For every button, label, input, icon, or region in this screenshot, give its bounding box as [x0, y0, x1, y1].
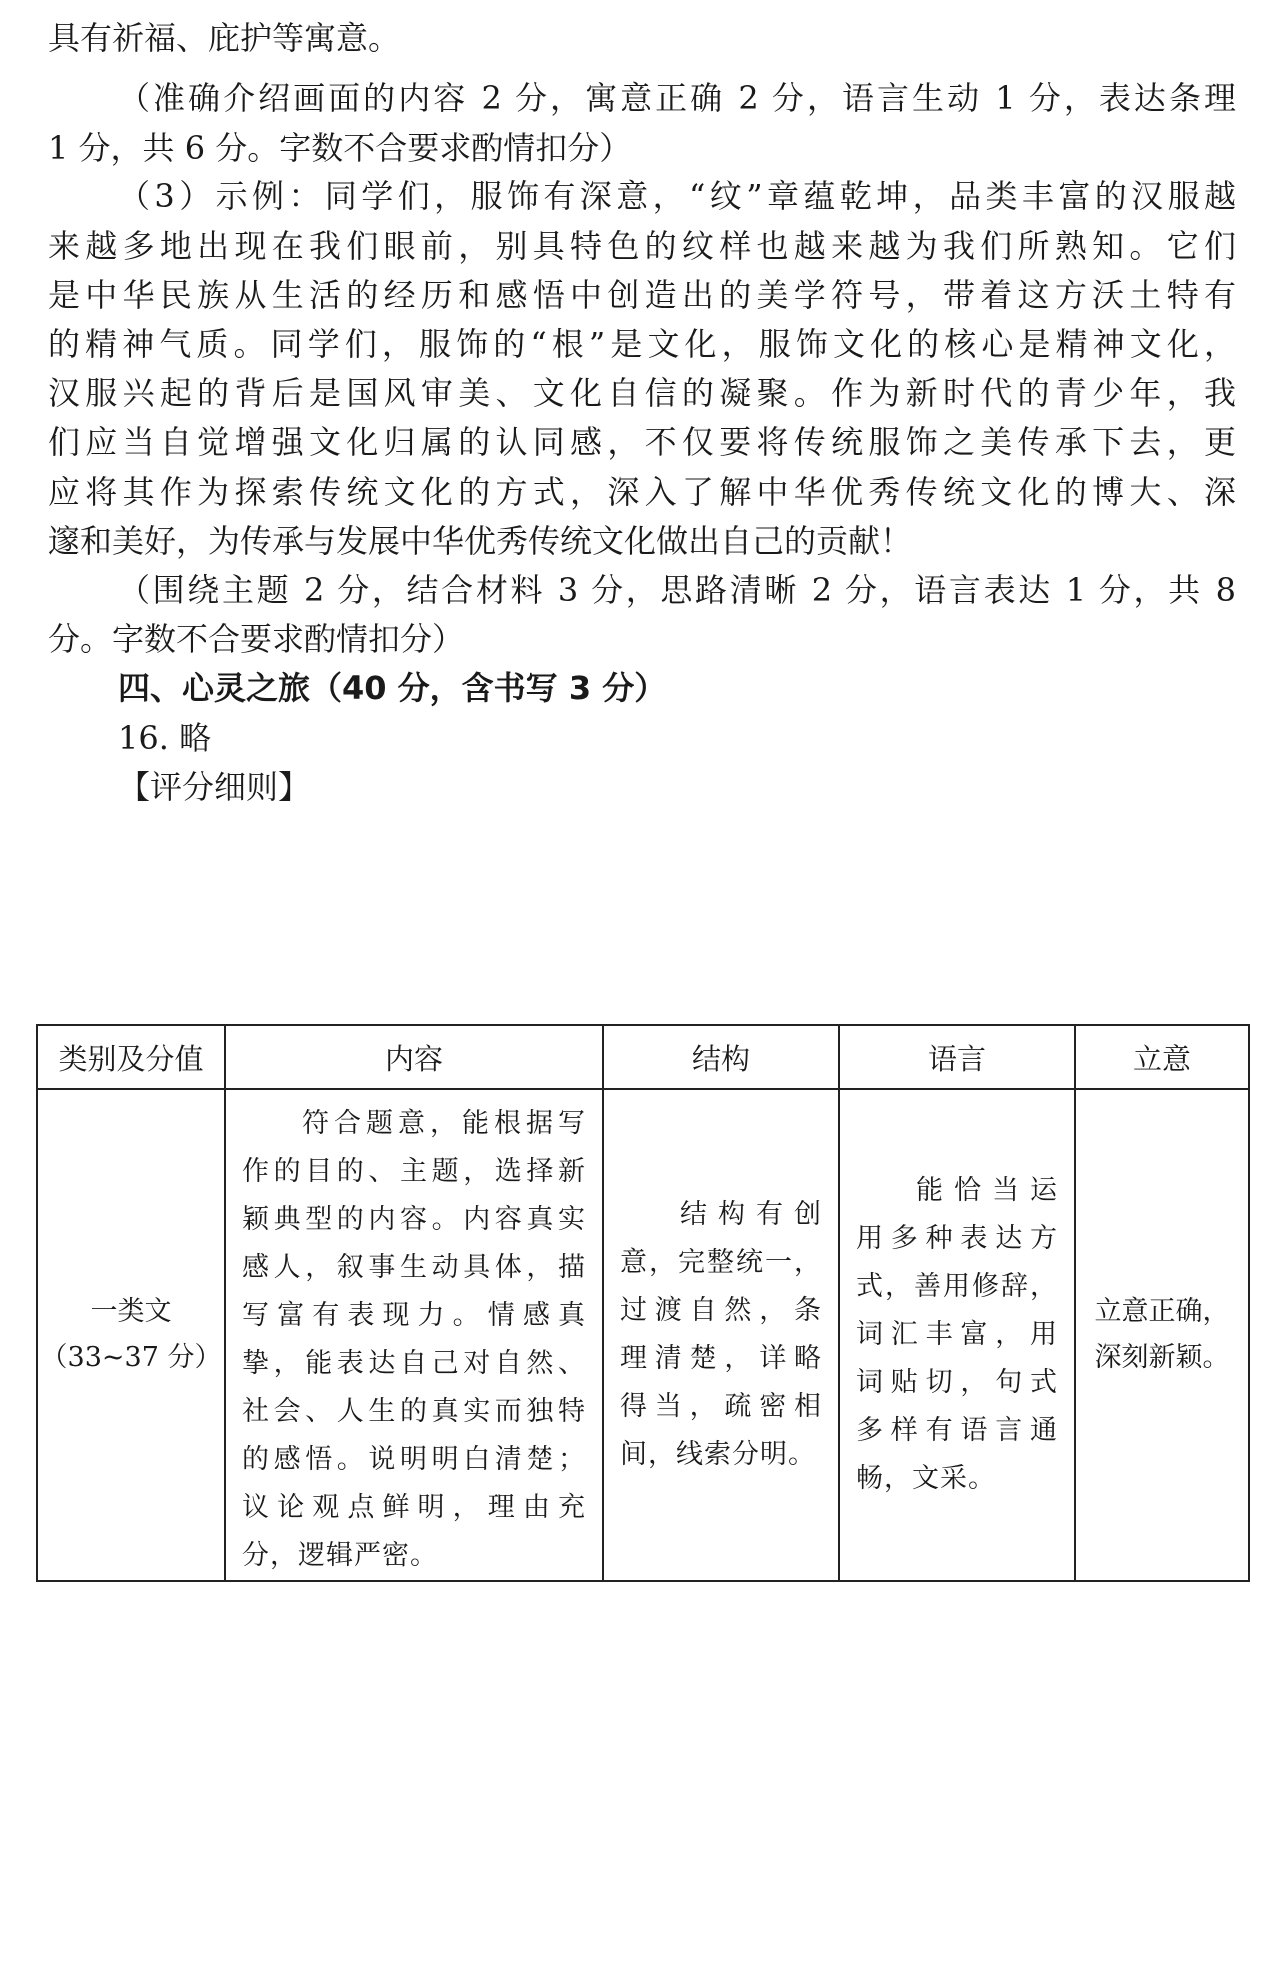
language-cell	[839, 1089, 1075, 1581]
table-row	[37, 1089, 1249, 1581]
cell-line: 意，完整统一，	[620, 1247, 822, 1278]
cell-line: 能恰当运	[916, 1175, 1058, 1206]
cell-line: 社会、人生的真实而独特	[242, 1396, 586, 1427]
header-structure: 结构	[603, 1025, 839, 1089]
category-label: 一类文	[90, 1296, 172, 1327]
cell-line: 深刻新颖。	[1094, 1342, 1230, 1373]
cell-line: 式，善用修辞，	[856, 1271, 1058, 1302]
question-number: 16. 略	[118, 719, 212, 757]
paragraph-line: 来越多地出现在我们眼前，别具特色的纹样也越来越为我们所熟知。它们	[48, 227, 1236, 265]
intent-cell	[1075, 1089, 1249, 1581]
header-category: 类别及分值	[37, 1025, 225, 1089]
cell-line: 的感悟。说明明白清楚；	[242, 1444, 586, 1475]
paragraph-line: 具有祈福、庇护等寓意。	[48, 19, 401, 57]
cell-line: 挚，能表达自己对自然、	[242, 1348, 586, 1379]
table-header-row	[37, 1025, 1249, 1089]
cell-line: 作的目的、主题，选择新	[242, 1156, 586, 1187]
category-cell	[37, 1089, 225, 1581]
cell-line: 感人，叙事生动具体，描	[242, 1252, 586, 1283]
paragraph-line: 汉服兴起的背后是国风审美、文化自信的凝聚。作为新时代的青少年，我	[48, 374, 1236, 412]
cell-line: 结构有创	[680, 1199, 822, 1230]
header-intent: 立意	[1075, 1025, 1249, 1089]
paragraph-line: 是中华民族从生活的经历和感悟中创造出的美学符号，带着这方沃土特有	[48, 276, 1236, 314]
cell-line: 符合题意，能根据写	[302, 1108, 586, 1139]
cell-line: 畅，文采。	[856, 1463, 996, 1494]
paragraph-line: 分。字数不合要求酌情扣分）	[48, 620, 465, 658]
scoring-rubric-table	[36, 1024, 1250, 1582]
header-language: 语言	[839, 1025, 1075, 1089]
paragraph-line: 邃和美好，为传承与发展中华优秀传统文化做出自己的贡献！	[48, 522, 913, 560]
structure-cell	[603, 1089, 839, 1581]
paragraph-line: （围绕主题 2 分，结合材料 3 分，思路清晰 2 分，语言表达 1 分，共 8	[118, 571, 1236, 609]
paragraph-line: （准确介绍画面的内容 2 分，寓意正确 2 分，语言生动 1 分，表达条理	[118, 79, 1236, 117]
cell-line: 过渡自然，条	[620, 1295, 822, 1326]
cell-line: 立意正确，	[1094, 1296, 1230, 1327]
paragraph-line: 们应当自觉增强文化归属的认同感，不仅要将传统服饰之美传承下去，更	[48, 423, 1236, 461]
header-content: 内容	[225, 1025, 603, 1089]
content-cell	[225, 1089, 603, 1581]
paragraph-line: 应将其作为探索传统文化的方式，深入了解中华优秀传统文化的博大、深	[48, 473, 1236, 511]
cell-line: 间，线索分明。	[620, 1439, 816, 1470]
cell-line: 词贴切，句式	[856, 1367, 1058, 1398]
cell-line: 理清楚，详略	[620, 1343, 822, 1374]
cell-line: 写富有表现力。情感真	[242, 1300, 586, 1331]
cell-line: 颖典型的内容。内容真实	[242, 1204, 586, 1235]
cell-line: 词汇丰富，用	[856, 1319, 1058, 1350]
paragraph-line: 1 分，共 6 分。字数不合要求酌情扣分）	[48, 129, 632, 167]
cell-line: 多样有语言通	[856, 1415, 1058, 1446]
cell-line: 议论观点鲜明，理由充	[242, 1492, 586, 1523]
paragraph-line: （3）示例：同学们，服饰有深意，“纹”章蕴乾坤，品类丰富的汉服越	[118, 177, 1236, 215]
cell-line: 用多种表达方	[856, 1223, 1058, 1254]
category-score-range: （33~37 分）	[40, 1342, 222, 1373]
section-heading: 四、心灵之旅（40 分，含书写 3 分）	[118, 669, 667, 707]
paragraph-line: 的精神气质。同学们，服饰的“根”是文化，服饰文化的核心是精神文化，	[48, 325, 1236, 363]
cell-line: 得当，疏密相	[620, 1391, 822, 1422]
cell-line: 分，逻辑严密。	[242, 1540, 438, 1571]
rubric-title: 【评分细则】	[118, 768, 311, 806]
